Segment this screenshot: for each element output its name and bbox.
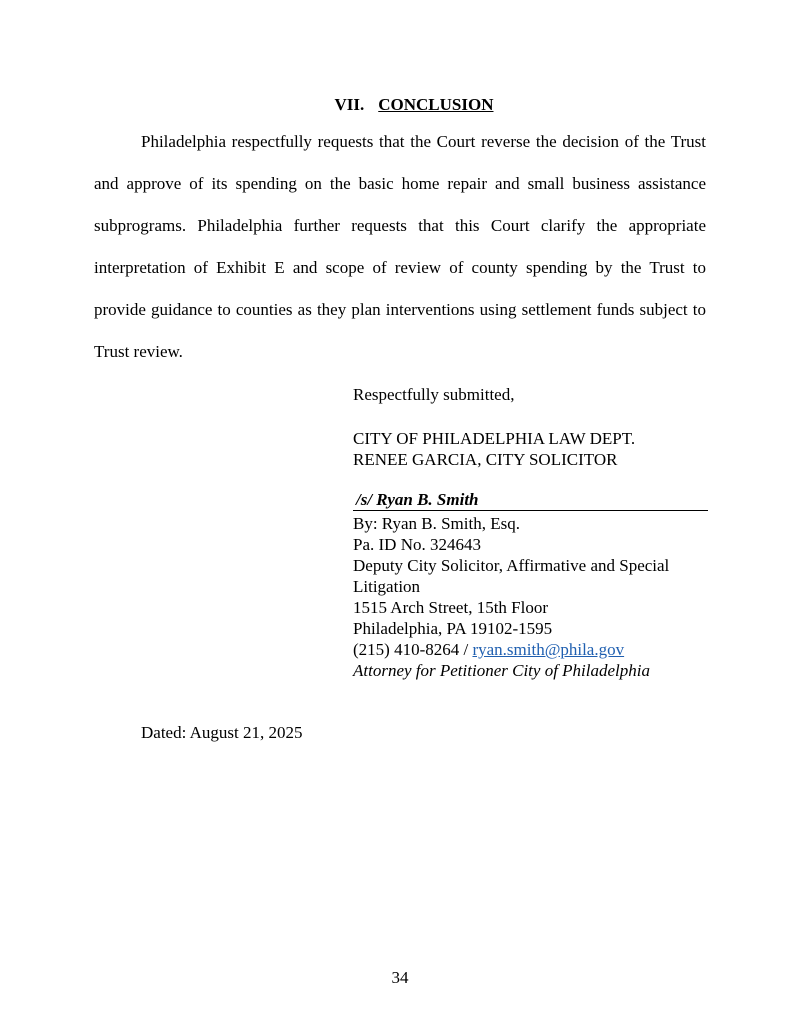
email-link[interactable]: ryan.smith@phila.gov bbox=[472, 640, 625, 659]
phone-number: (215) 410-8264 / bbox=[353, 640, 473, 659]
contact-line bbox=[353, 639, 708, 660]
attorney-for-line: Attorney for Petitioner City of Philadelphia bbox=[353, 661, 650, 680]
dated-line: Dated: August 21, 2025 bbox=[141, 723, 303, 742]
closing-line: Respectfully submitted, bbox=[353, 385, 515, 404]
electronic-signature: /s/ Ryan B. Smith bbox=[353, 490, 708, 511]
section-heading bbox=[0, 94, 800, 116]
page-number: 34 bbox=[391, 968, 409, 987]
firm-block bbox=[353, 428, 708, 470]
address-line-1: 1515 Arch Street, 15th Floor bbox=[353, 598, 549, 617]
attorney-title: Deputy City Solicitor, Affirmative and Special Litigation bbox=[353, 556, 670, 596]
solicitor-name: RENEE GARCIA, CITY SOLICITOR bbox=[353, 450, 618, 469]
section-title: CONCLUSION bbox=[378, 95, 494, 114]
attorney-id: Pa. ID No. 324643 bbox=[353, 535, 481, 554]
conclusion-paragraph: Philadelphia respectfully requests that the Court reverse the decision of the Trust and approve of its spending on the basic home repair and small business assistance subprograms. Philadelphia further requests that this Court clarify the appropriate interpretation of Exhibit E and scope of review of county spending by the Trust to provide guidance to counties as they plan interventions using settlement funds subject to Trust review. bbox=[94, 132, 706, 361]
address-line-2: Philadelphia, PA 19102-1595 bbox=[353, 619, 553, 638]
firm-name: CITY OF PHILADELPHIA LAW DEPT. bbox=[353, 429, 636, 448]
by-line: By: Ryan B. Smith, Esq. bbox=[353, 514, 520, 533]
section-number: VII. bbox=[334, 95, 365, 114]
signature-details bbox=[353, 513, 708, 681]
